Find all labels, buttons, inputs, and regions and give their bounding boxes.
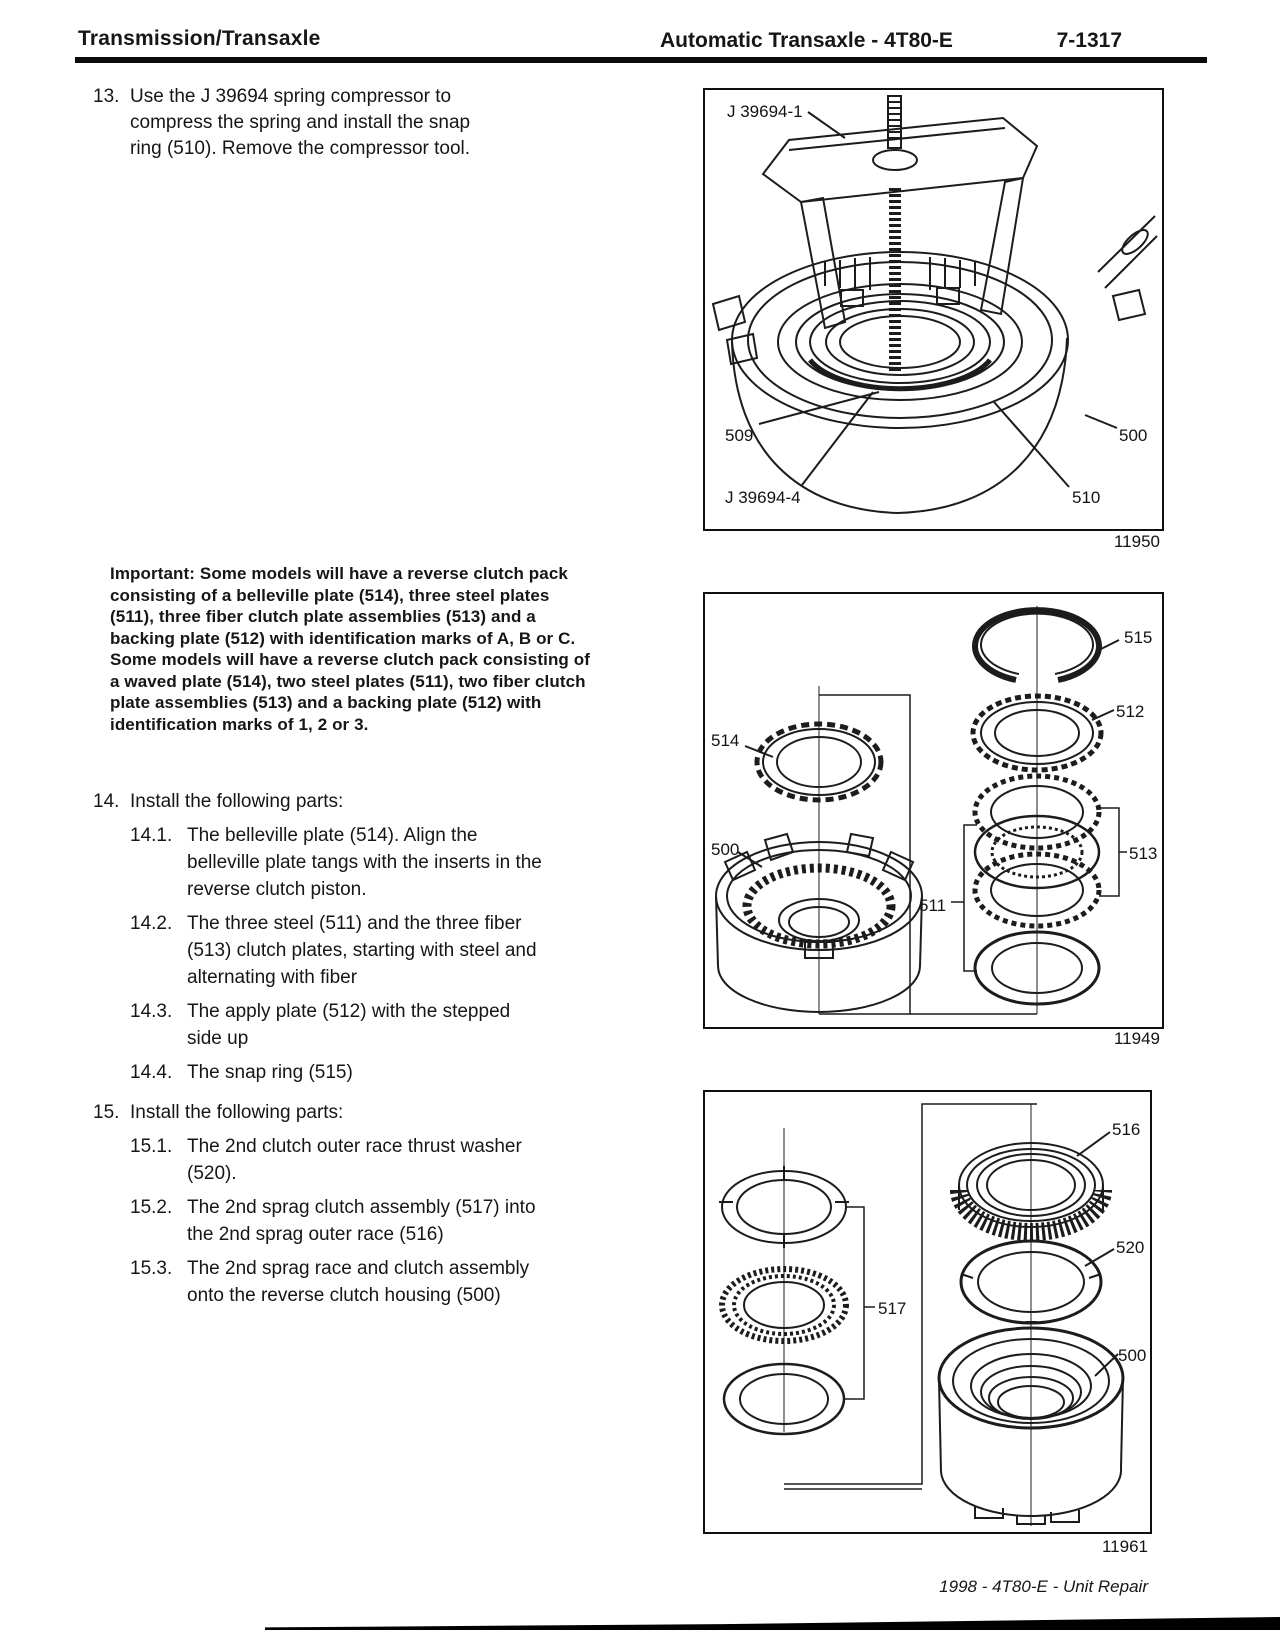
important-lead: Important: bbox=[110, 564, 196, 583]
substep-number: 14.2. bbox=[130, 913, 173, 934]
figure-11949 bbox=[703, 592, 1164, 1029]
header-rule bbox=[75, 57, 1207, 63]
figure-11950 bbox=[703, 88, 1164, 531]
clutch-pack-illustration bbox=[705, 594, 1158, 1023]
substep-14-2 bbox=[130, 910, 573, 991]
substep-number: 15.2. bbox=[130, 1197, 173, 1218]
callout-515: 515 bbox=[1124, 628, 1153, 647]
substep-text: The three steel (511) and the three fiber (513) clutch plates, starting with steel and alternating with fiber bbox=[187, 913, 537, 988]
callout-500: 500 bbox=[1118, 1346, 1147, 1365]
figure-11961 bbox=[703, 1090, 1152, 1534]
substep-number: 14.4. bbox=[130, 1062, 173, 1083]
callout-511: 511 bbox=[919, 896, 947, 915]
step-text: Install the following parts: bbox=[130, 1102, 344, 1123]
substep-number: 14.3. bbox=[130, 1001, 173, 1022]
step-number: 14. bbox=[93, 791, 120, 812]
section-title: Transmission/Transaxle bbox=[78, 27, 321, 50]
callout-tool-bottom: J 39694-4 bbox=[725, 488, 801, 507]
callout-513: 513 bbox=[1129, 844, 1158, 863]
important-para1: Some models will have a reverse clutch pack consisting of a belleville plate (514), three steel plates (511), three fiber clutch plate assemblies (513) and a backing plate (512) with identification marks of A, B or C. bbox=[110, 564, 576, 648]
callout-512: 512 bbox=[1116, 702, 1145, 721]
step-number: 13. bbox=[93, 86, 120, 107]
footer-text: 1998 - 4T80-E - Unit Repair bbox=[939, 1577, 1148, 1596]
substep-14-4 bbox=[130, 1059, 573, 1086]
callout-tool-top: J 39694-1 bbox=[727, 102, 803, 121]
step-text: Install the following parts: bbox=[130, 791, 344, 812]
substep-text: The apply plate (512) with the stepped side up bbox=[187, 1001, 511, 1049]
chapter-title: Automatic Transaxle - 4T80-E bbox=[660, 29, 953, 52]
step-13 bbox=[93, 84, 505, 162]
step-14 bbox=[93, 788, 573, 815]
substep-text: The belleville plate (514). Align the belleville plate tangs with the inserts in the reverse clutch piston. bbox=[187, 825, 542, 900]
substep-number: 14.1. bbox=[130, 825, 173, 846]
substep-14-1 bbox=[130, 822, 573, 903]
figure-number: 11950 bbox=[1113, 532, 1160, 551]
step-number: 15. bbox=[93, 1102, 120, 1123]
substep-15-2 bbox=[130, 1194, 573, 1248]
important-note bbox=[110, 563, 595, 735]
important-para2: Some models will have a reverse clutch pack consisting of a waved plate (514), two steel plates (511), two fiber clutch plate assemblies (513) and a backing plate (512) with identification marks of 1, 2 or 3. bbox=[110, 650, 590, 734]
callout-509: 509 bbox=[725, 426, 754, 445]
spring-compressor-illustration bbox=[705, 90, 1158, 525]
callout-510: 510 bbox=[1072, 488, 1101, 507]
substep-number: 15.3. bbox=[130, 1258, 173, 1279]
sprag-clutch-illustration bbox=[705, 1092, 1146, 1528]
bottom-scan-bar bbox=[265, 1617, 1280, 1630]
substep-text: The 2nd sprag clutch assembly (517) into the 2nd sprag outer race (516) bbox=[187, 1197, 536, 1245]
callout-516: 516 bbox=[1112, 1120, 1141, 1139]
substep-text: The 2nd sprag race and clutch assembly onto the reverse clutch housing (500) bbox=[187, 1258, 530, 1306]
step-15 bbox=[93, 1099, 573, 1126]
step-text: Use the J 39694 spring compressor to compress the spring and install the snap ring (510). Remove the compressor tool. bbox=[130, 86, 471, 159]
substep-14-3 bbox=[130, 998, 573, 1052]
page-number: 7-1317 bbox=[1056, 29, 1122, 52]
callout-500: 500 bbox=[1119, 426, 1148, 445]
callout-520: 520 bbox=[1116, 1238, 1145, 1257]
callout-517: 517 bbox=[878, 1299, 907, 1318]
substep-15-3 bbox=[130, 1255, 573, 1309]
figure-number: 11961 bbox=[1101, 1537, 1148, 1556]
substep-text: The snap ring (515) bbox=[187, 1062, 353, 1083]
page-header-right bbox=[660, 29, 1122, 53]
callout-500: 500 bbox=[711, 840, 740, 859]
steps-14-15 bbox=[93, 788, 573, 1309]
figure-number: 11949 bbox=[1113, 1029, 1160, 1048]
substep-number: 15.1. bbox=[130, 1136, 173, 1157]
callout-514: 514 bbox=[711, 731, 740, 750]
substep-15-1 bbox=[130, 1133, 573, 1187]
substep-text: The 2nd clutch outer race thrust washer (520). bbox=[187, 1136, 522, 1184]
